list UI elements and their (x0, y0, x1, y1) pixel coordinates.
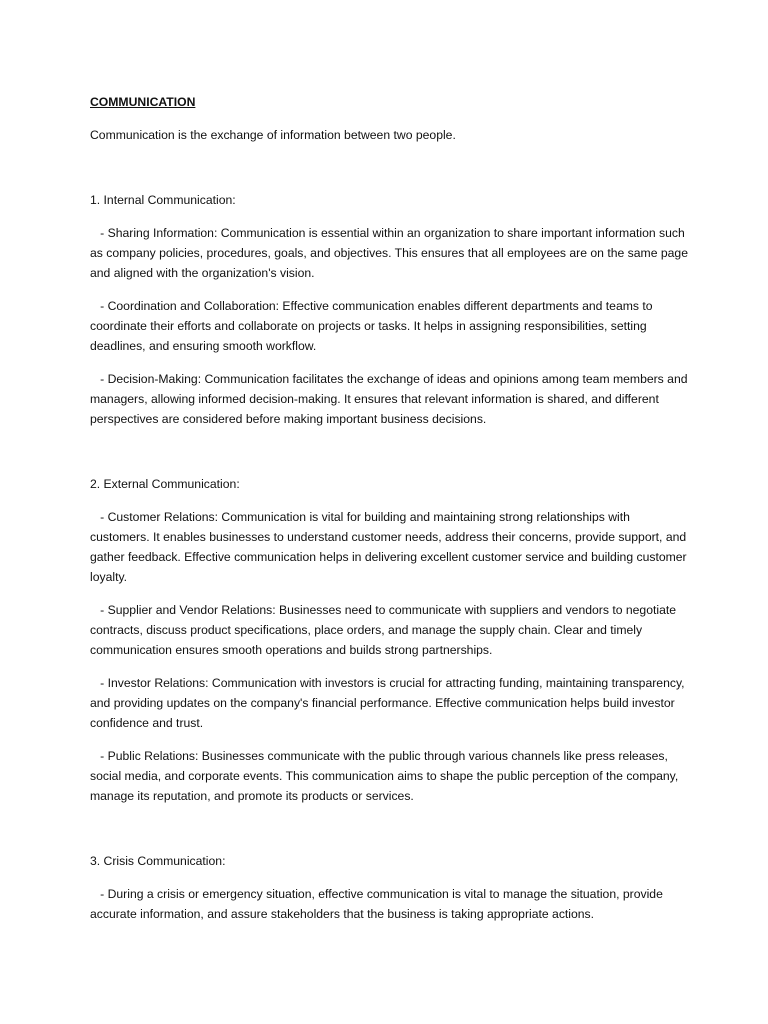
section-heading-external: 2. External Communication: (90, 477, 240, 491)
paragraph-sharing-information: - Sharing Information: Communication is essential within an organization to share important information such as company policies, procedures, goals, and objectives. This ensures that all employees are on the same page and aligned with the organization's vision. (90, 226, 688, 280)
paragraph-decision-making: - Decision-Making: Communication facilitates the exchange of ideas and opinions among team members and managers, allowing informed decision-making. It ensures that relevant information is shared, and different perspectives are considered before making important business decisions. (90, 372, 688, 426)
section-heading-crisis: 3. Crisis Communication: (90, 854, 226, 868)
section-heading-internal: 1. Internal Communication: (90, 193, 236, 207)
document-intro: Communication is the exchange of information between two people. (90, 128, 456, 142)
paragraph-crisis: - During a crisis or emergency situation, effective communication is vital to manage the situation, provide accurate information, and assure stakeholders that the business is taking appropriate actions. (90, 887, 663, 921)
paragraph-coordination-collaboration: - Coordination and Collaboration: Effective communication enables different departments and teams to coordinate their efforts and collaborate on projects or tasks. It helps in assigning responsibilities, setting deadlines, and ensuring smooth workflow. (90, 299, 653, 353)
paragraph-supplier-vendor-relations: - Supplier and Vendor Relations: Businesses need to communicate with suppliers and vendors to negotiate contracts, discuss product specifications, place orders, and manage the supply chain. Clear and timely communication ensures smooth operations and builds strong partnerships. (90, 603, 677, 657)
paragraph-investor-relations: - Investor Relations: Communication with investors is crucial for attracting funding, maintaining transparency, and providing updates on the company's financial performance. Effective communication helps build investor confidence and trust. (90, 676, 685, 730)
document-title: COMMUNICATION (90, 95, 196, 109)
paragraph-customer-relations: - Customer Relations: Communication is vital for building and maintaining strong relationships with customers. It enables businesses to understand customer needs, address their concerns, provide support, and gather feedback. Effective communication helps in delivering excellent customer service and building customer loyalty. (90, 510, 687, 584)
paragraph-public-relations: - Public Relations: Businesses communicate with the public through various channels like press releases, social media, and corporate events. This communication aims to shape the public perception of the company, manage its reputation, and promote its products or services. (90, 749, 679, 803)
document-page (90, 92, 690, 924)
